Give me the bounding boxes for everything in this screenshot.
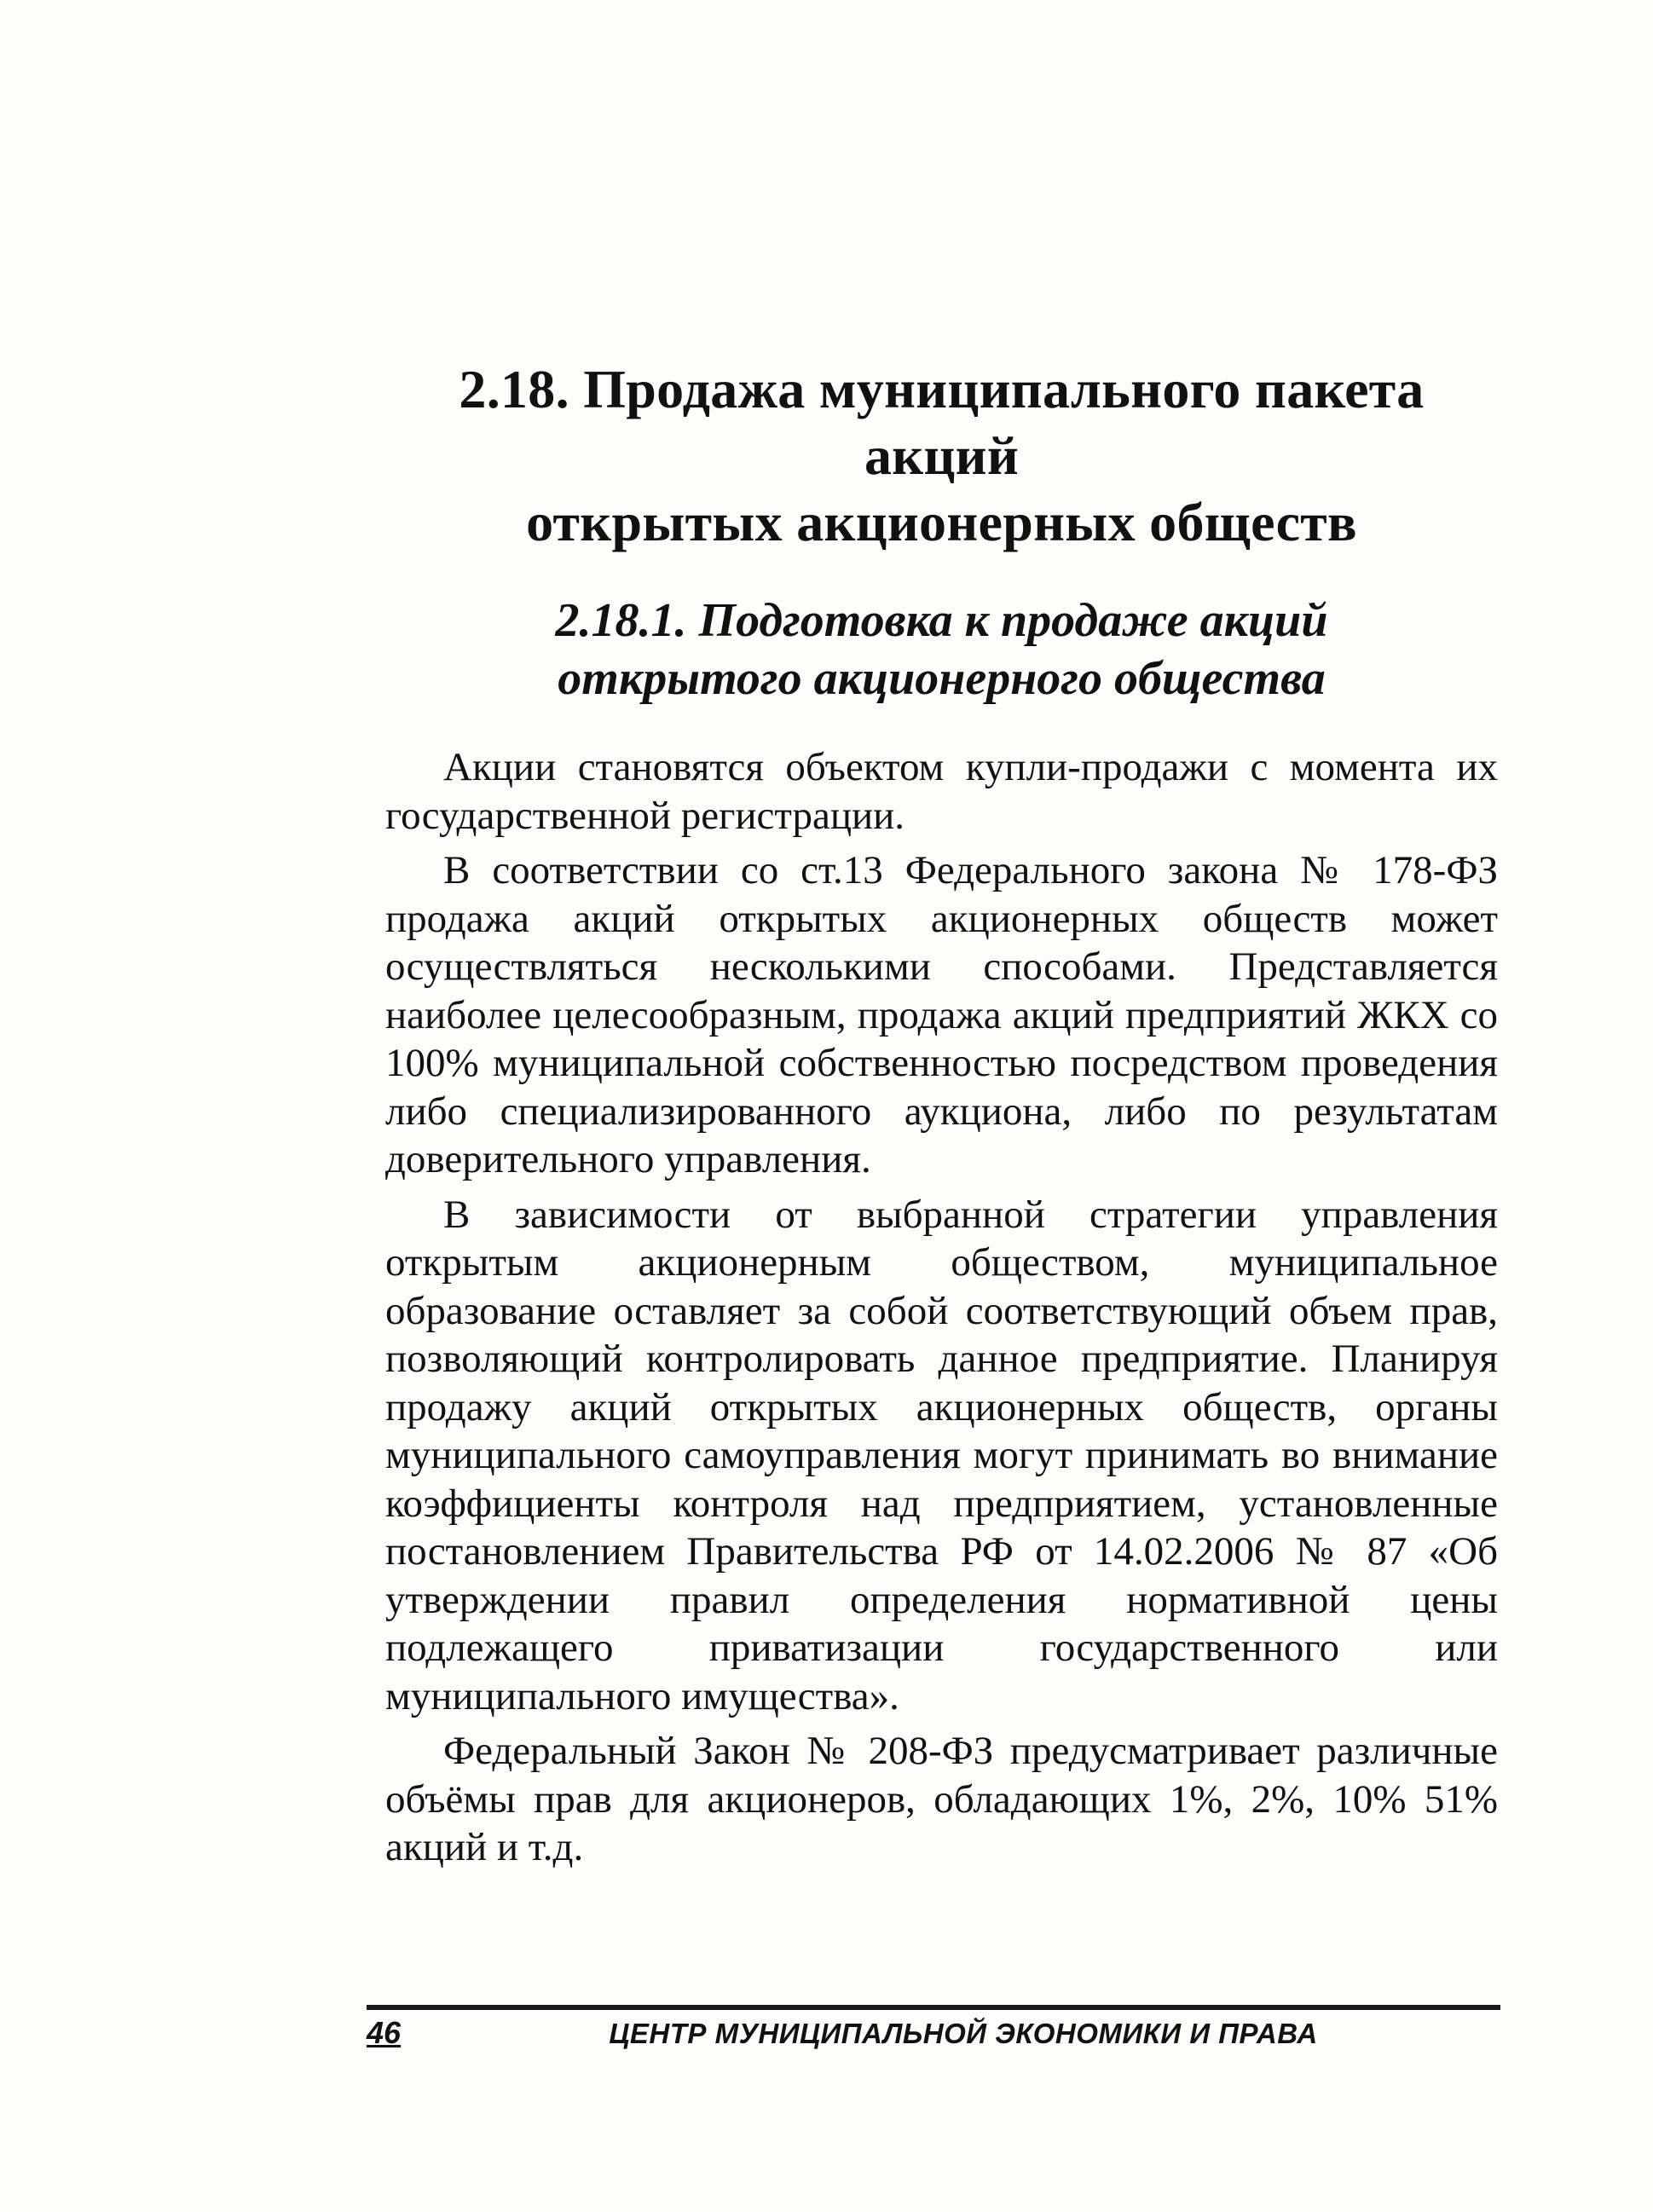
- paragraph-4: Федеральный Закон № 208-ФЗ предусматривает различные объёмы прав для акционеров, обладающих 1%, 2%, 10% 51% акций и т.д.: [385, 1729, 1498, 1869]
- footer-publisher: ЦЕНТР МУНИЦИПАЛЬНОЙ ЭКОНОМИКИ И ПРАВА: [609, 2018, 1318, 2049]
- section-title-line-2: открытых акционерных обществ: [526, 492, 1357, 552]
- page-content: [385, 356, 1498, 1879]
- subsection-title: [385, 592, 1498, 707]
- footer-divider: [367, 2005, 1500, 2010]
- paragraph-3: В зависимости от выбранной стратегии управления открытым акционерным обществом, муниципальное образование оставляет за собой соответствующий объем прав, позволяющий контролировать данное предприятие. Планируя продажу акций открытых акционерных обществ, органы муниципального самоуправления могут принимать во внимание коэффициенты контроля над предприятием, установленные постановлением Правительства РФ от 14.02.2006 № 87 «Об утверждении правил определения нормативной цены подлежащего приватизации государственного или муниципального имущества».: [385, 1192, 1498, 1718]
- page-number: 46: [367, 2015, 402, 2050]
- body-text: [385, 743, 1498, 1872]
- paragraph-1: Акции становятся объектом купли-продажи с момента их государственной регистрации.: [385, 745, 1498, 838]
- paragraph-2: В соответствии со ст.13 Федерального закона № 178-ФЗ продажа акций открытых акционерных обществ может осуществляться несколькими способами. Представляется наиболее целесообразным, продажа акций предприятий ЖКХ со 100% муниципальной собственностью посредством проведения либо специализированного аукциона, либо по результатам доверительного управления.: [385, 848, 1498, 1181]
- subsection-title-line-2: открытого акционерного общества: [558, 652, 1326, 705]
- section-title-line-1: 2.18. Продажа муниципального пакета акций: [459, 359, 1425, 486]
- section-title: [385, 356, 1498, 556]
- subsection-title-line-1: 2.18.1. Подготовка к продаже акций: [555, 594, 1328, 647]
